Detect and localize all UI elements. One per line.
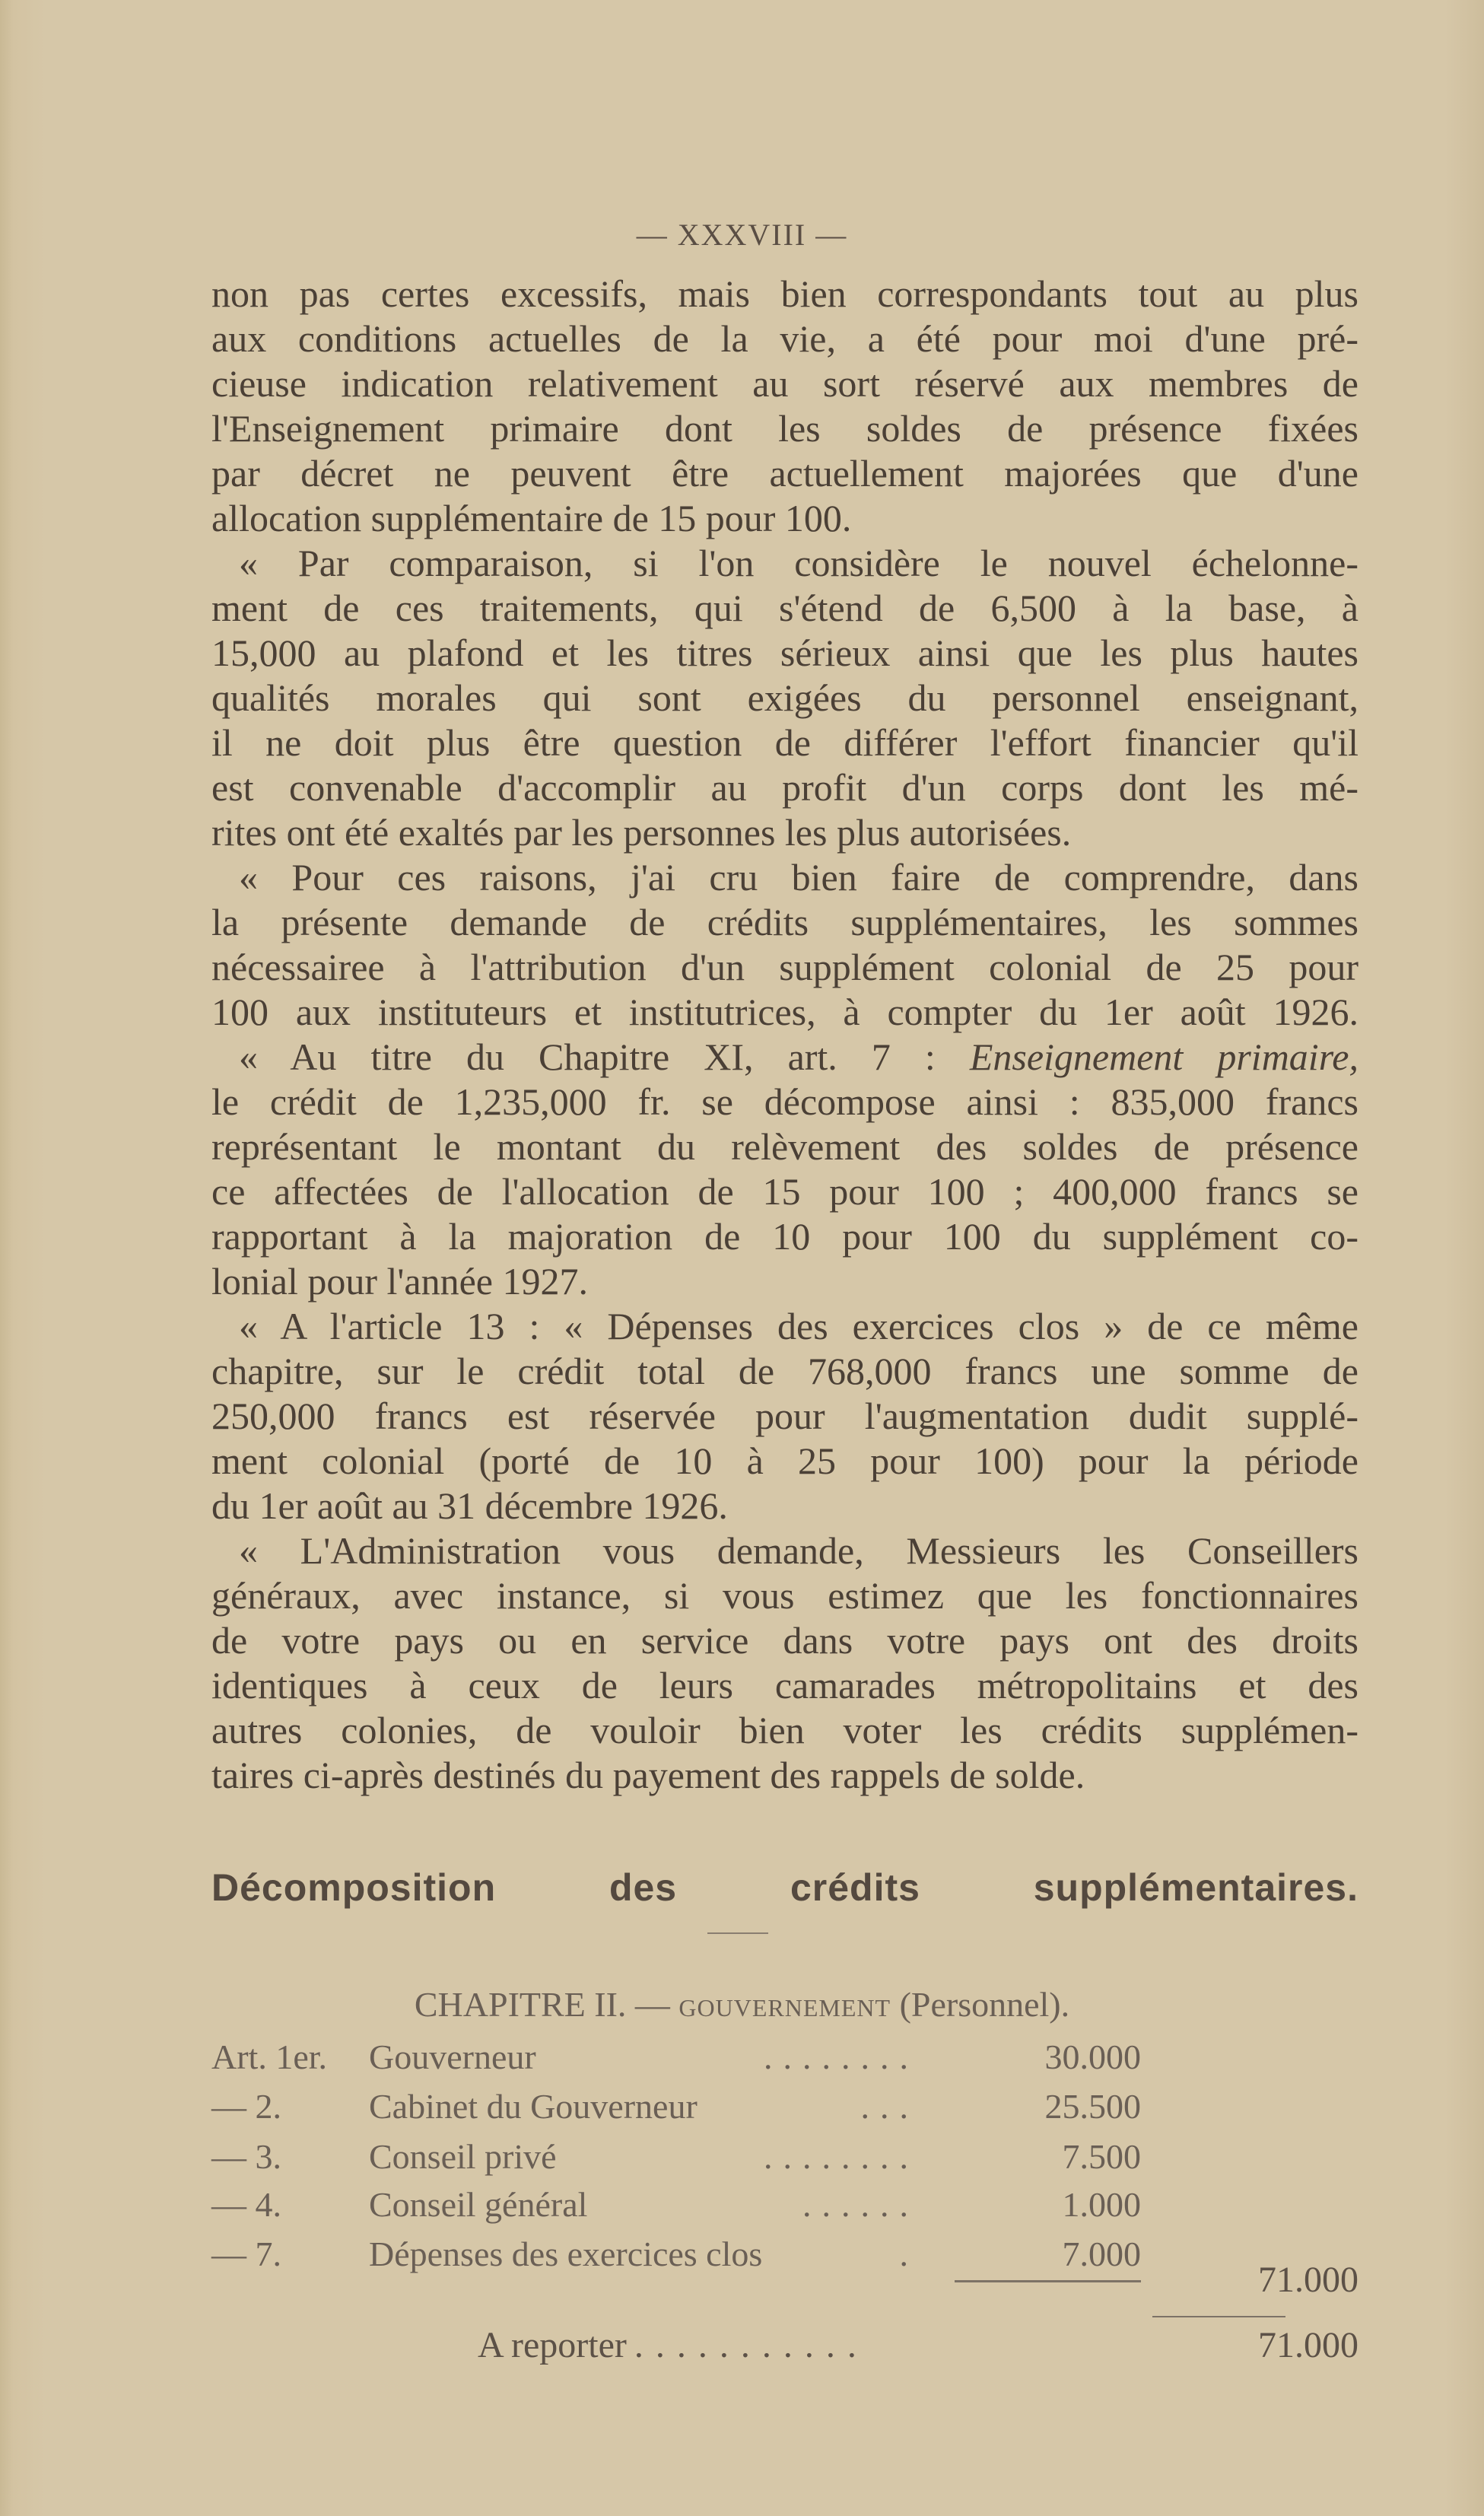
text-line bbox=[211, 451, 1358, 496]
line-text: ment de ces traitements, qui s'étend de 6,500 à la base, à bbox=[211, 587, 1358, 629]
text-line bbox=[211, 1394, 1358, 1439]
carry-rule bbox=[1152, 2316, 1285, 2317]
line-text: « Par comparaison, si l'on considère le nouvel échelonne- bbox=[239, 542, 1358, 584]
body-text bbox=[211, 272, 1358, 1798]
chapter-heading bbox=[0, 1984, 1484, 2025]
line-text: l'Enseignement primaire dont les soldes de présence fixées bbox=[211, 407, 1358, 450]
article-number: — 3. bbox=[211, 2137, 281, 2176]
text-line bbox=[211, 900, 1358, 945]
table-row bbox=[211, 2231, 1141, 2277]
table-row bbox=[211, 2034, 1141, 2080]
line-text: rites ont été exaltés par les personnes les plus autorisées. bbox=[211, 811, 1072, 854]
text-line bbox=[211, 720, 1358, 765]
text-line bbox=[211, 1214, 1358, 1259]
text-line bbox=[211, 1080, 1358, 1124]
article-amount: 7.000 bbox=[1062, 2235, 1141, 2273]
text-line bbox=[211, 586, 1358, 631]
line-text: par décret ne peuvent être actuellement majorées que d'une bbox=[211, 452, 1358, 495]
text-line bbox=[211, 1439, 1358, 1484]
text-line bbox=[211, 631, 1358, 676]
text-line bbox=[211, 1484, 1358, 1528]
line-text: rapportant à la majoration de 10 pour 100 du supplément co- bbox=[211, 1215, 1358, 1258]
text-line bbox=[211, 361, 1358, 406]
text-line bbox=[211, 1753, 1358, 1798]
text-line bbox=[211, 496, 1358, 541]
line-text: identiques à ceux de leurs camarades métropolitains et des bbox=[211, 1664, 1358, 1706]
article-amount: 25.500 bbox=[1044, 2087, 1141, 2126]
line-text: allocation supplémentaire de 15 pour 100. bbox=[211, 497, 852, 539]
line-text: ment colonial (porté de 10 à 25 pour 100) pour la période bbox=[211, 1439, 1358, 1482]
line-text: le crédit de 1,235,000 fr. se décompose ainsi : 835,000 francs bbox=[211, 1080, 1358, 1123]
article-label: Gouverneur bbox=[369, 2037, 536, 2076]
text-line bbox=[211, 1035, 1358, 1080]
article-label: Cabinet du Gouverneur bbox=[369, 2087, 698, 2126]
line-text: il ne doit plus être question de différer l'effort financier qu'il bbox=[211, 721, 1358, 764]
text-line bbox=[211, 1663, 1358, 1708]
table-row bbox=[211, 2134, 1141, 2180]
text-line bbox=[211, 765, 1358, 810]
text-line bbox=[211, 1349, 1358, 1394]
text-line bbox=[211, 406, 1358, 451]
line-text: « Pour ces raisons, j'ai cru bien faire de comprendre, dans bbox=[239, 856, 1358, 899]
line-text: taires ci-après destinés du payement des rappels de solde. bbox=[211, 1754, 1085, 1796]
article-amount: 1.000 bbox=[1062, 2185, 1141, 2224]
subtotal-rule bbox=[955, 2280, 1141, 2282]
text-line bbox=[211, 1618, 1358, 1663]
article-label: Conseil général bbox=[369, 2185, 588, 2224]
carry-forward-amount: 71.000 bbox=[1258, 2325, 1358, 2365]
leader-dots: ........ bbox=[764, 2137, 919, 2176]
text-line bbox=[211, 1573, 1358, 1618]
chapter-suffix: (Personnel). bbox=[891, 1985, 1070, 2024]
subtotal-amount: 71.000 bbox=[1258, 2260, 1358, 2300]
text-line bbox=[211, 541, 1358, 586]
chapter-prefix: CHAPITRE II. — bbox=[414, 1985, 679, 2024]
line-text: chapitre, sur le crédit total de 768,000 francs une somme de bbox=[211, 1350, 1358, 1392]
table-row bbox=[211, 2182, 1141, 2228]
article-amount: 7.500 bbox=[1062, 2137, 1141, 2176]
table-row bbox=[211, 2084, 1141, 2130]
chapter-name: GOUVERNEMENT bbox=[678, 1994, 891, 2021]
leader-dots: ...... bbox=[802, 2185, 919, 2224]
text-line bbox=[211, 1124, 1358, 1169]
line-text: autres colonies, de vouloir bien voter les crédits supplémen- bbox=[211, 1709, 1358, 1751]
text-line bbox=[211, 1304, 1358, 1349]
line-text: est convenable d'accomplir au profit d'un corps dont les mé- bbox=[211, 766, 1358, 809]
line-text: 15,000 au plafond et les titres sérieux ainsi que les plus hautes bbox=[211, 631, 1358, 674]
leader-dots: ... bbox=[860, 2087, 919, 2126]
leader-dots: ........ bbox=[764, 2037, 919, 2076]
article-amount: 30.000 bbox=[1044, 2037, 1141, 2076]
line-text: de votre pays ou en service dans votre pays ont des droits bbox=[211, 1619, 1358, 1662]
line-text: représentant le montant du relèvement des soldes de présence bbox=[211, 1125, 1358, 1168]
text-line bbox=[211, 990, 1358, 1035]
page-number: — XXXVIII — bbox=[636, 218, 848, 252]
text-line bbox=[211, 272, 1358, 316]
text-line bbox=[211, 855, 1358, 900]
line-text: ce affectées de l'allocation de 15 pour 100 ; 400,000 francs se bbox=[211, 1170, 1358, 1213]
line-text: « Au titre du Chapitre XI, art. 7 : bbox=[239, 1035, 970, 1078]
line-text: aux conditions actuelles de la vie, a été pour moi d'une pré- bbox=[211, 317, 1358, 360]
text-line bbox=[211, 676, 1358, 720]
article-label: Dépenses des exercices clos bbox=[369, 2235, 763, 2273]
line-text: du 1er août au 31 décembre 1926. bbox=[211, 1484, 728, 1527]
article-label: Conseil privé bbox=[369, 2137, 557, 2176]
line-text: généraux, avec instance, si vous estimez que les fonctionnaires bbox=[211, 1574, 1358, 1617]
carry-forward-label: A reporter bbox=[478, 2325, 627, 2365]
article-number: — 4. bbox=[211, 2185, 281, 2224]
text-line bbox=[211, 945, 1358, 990]
leader-dots: . bbox=[899, 2235, 919, 2273]
line-text: qualités morales qui sont exigées du personnel enseignant, bbox=[211, 676, 1358, 719]
line-text: 100 aux instituteurs et institutrices, à compter du 1er août 1926. bbox=[211, 991, 1358, 1033]
text-line bbox=[211, 316, 1358, 361]
line-text: « L'Administration vous demande, Messieurs les Conseillers bbox=[239, 1529, 1358, 1572]
line-text: « A l'article 13 : « Dépenses des exercices clos » de ce même bbox=[239, 1305, 1358, 1347]
text-line bbox=[211, 810, 1358, 855]
line-text: non pas certes excessifs, mais bien correspondants tout au plus bbox=[211, 272, 1358, 315]
carry-forward-label-row bbox=[478, 2323, 869, 2368]
text-line bbox=[211, 1259, 1358, 1304]
line-text: la présente demande de crédits supplémentaires, les sommes bbox=[211, 901, 1358, 943]
line-text: cieuse indication relativement au sort réservé aux membres de bbox=[211, 362, 1358, 405]
italic-text: Enseignement primaire, bbox=[969, 1035, 1358, 1078]
article-number: — 2. bbox=[211, 2087, 281, 2126]
line-text: nécessairee à l'attribution d'un supplément colonial de 25 pour bbox=[211, 946, 1358, 988]
line-text: 250,000 francs est réservée pour l'augmentation dudit supplé- bbox=[211, 1395, 1358, 1437]
text-line bbox=[211, 1528, 1358, 1573]
title-divider bbox=[707, 1932, 768, 1934]
line-text: lonial pour l'année 1927. bbox=[211, 1260, 588, 1303]
article-number: — 7. bbox=[211, 2235, 281, 2273]
text-line bbox=[211, 1169, 1358, 1214]
leader-dots: ........... bbox=[634, 2325, 869, 2365]
article-number: Art. 1er. bbox=[211, 2037, 328, 2076]
section-title: Décomposition des crédits supplémentaires. bbox=[211, 1866, 1358, 1909]
text-line bbox=[211, 1708, 1358, 1753]
